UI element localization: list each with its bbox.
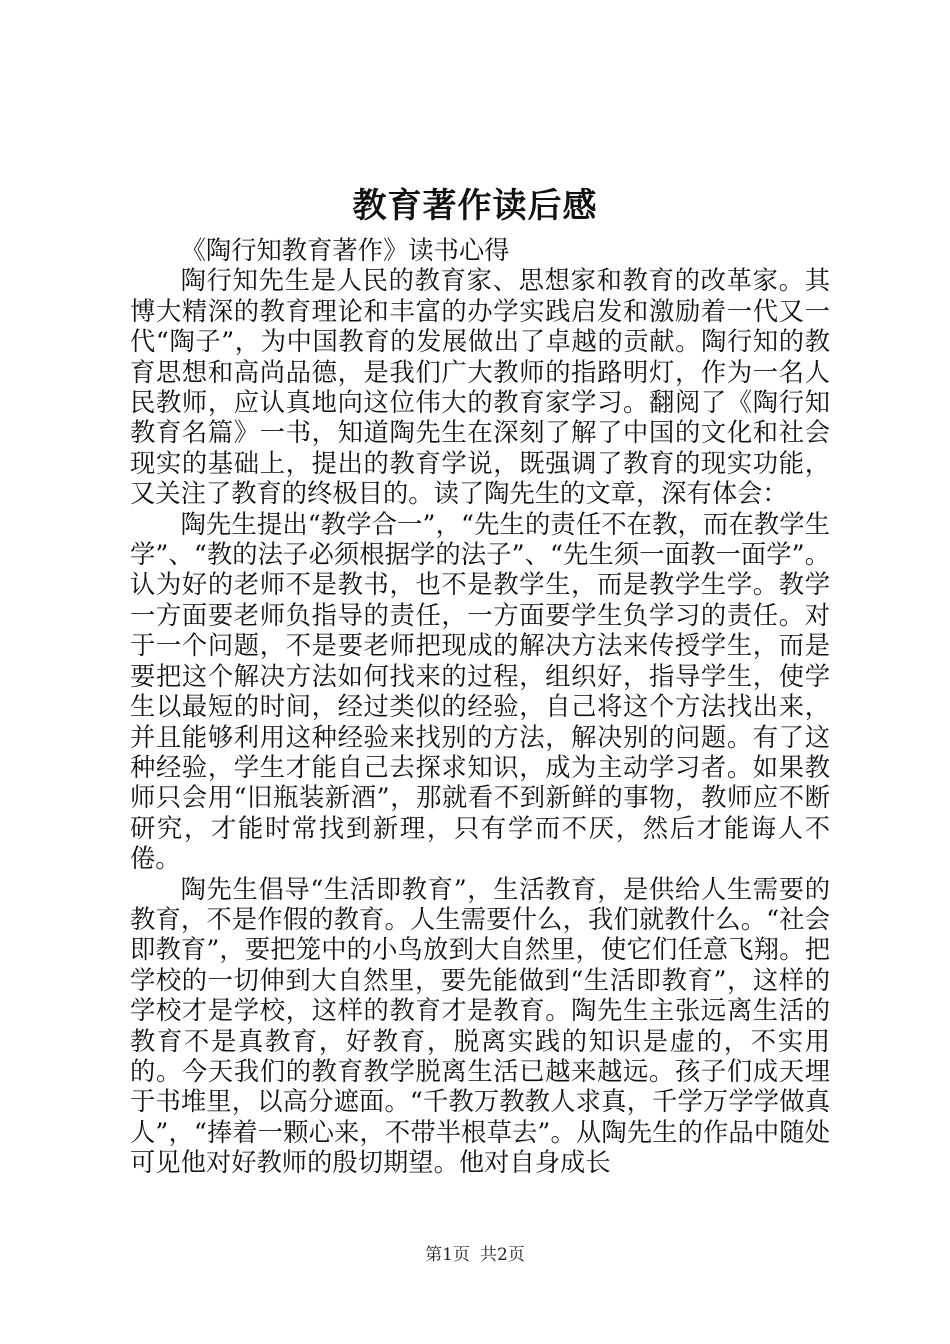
paragraph-2: 陶先生提出“教学合一”，“先生的责任不在教，而在教学生学”、“教的法子必须根据学的法子”、“先生须一面教一面学”。认为好的老师不是教书，也不是教学生，而是教学生学。教学一方面要老师负指导的责任，一方面要学生负学习的责任。对于一个问题，不是要老师把现成的解决方法来传授学生，而是要把这个解决方法如何找来的过程，组织好，指导学生，使学生以最短的时间，经过类似的经验，自己将这个方法找出来，并且能够利用这种经验来找别的方法，解决别的问题。有了这种经验，学生才能自己去探求知识，成为主动学习者。如果教师只会用“旧瓶装新酒”，那就看不到新鲜的事物，教师应不断研究，才能时常找到新理，只有学而不厌，然后才能诲人不倦。 bbox=[130, 509, 830, 874]
page-title: 教育著作读后感 bbox=[352, 186, 598, 226]
page-footer bbox=[0, 1243, 950, 1267]
paragraph-3: 陶先生倡导“生活即教育”，生活教育，是供给人生需要的教育，不是作假的教育。人生需要什么，我们就教什么。“社会即教育”，要把笼中的小鸟放到大自然里，使它们任意飞翔。把学校的一切伸到大自然里，要先能做到“生活即教育”，这样的学校才是学校，这样的教育才是教育。陶先生主张远离生活的教育不是真教育，好教育，脱离实践的知识是虚的，不实用的。今天我们的教育教学脱离生活已越来越远。孩子们成天埋于书堆里，以高分遮面。“千教万教教人求真，千学万学学做真人”，“捧着一颗心来，不带半根草去”。从陶先生的作品中随处可见他对好教师的殷切期望。他对自身成长 bbox=[130, 874, 830, 1178]
page-total: 共2页 bbox=[480, 1245, 525, 1265]
subtitle: 《陶行知教育著作》读书心得 bbox=[180, 236, 510, 265]
document-body bbox=[130, 236, 830, 1179]
page-number: 第1页 bbox=[425, 1245, 470, 1265]
paragraph-1: 陶行知先生是人民的教育家、思想家和教育的改革家。其博大精深的教育理论和丰富的办学实践启发和激励着一代又一代“陶子”，为中国教育的发展做出了卓越的贡献。陶行知的教育思想和高尚品德，是我们广大教师的指路明灯，作为一名人民教师，应认真地向这位伟大的教育家学习。翻阅了《陶行知教育名篇》一书，知道陶先生在深刻了解了中国的文化和社会现实的基础上，提出的教育学说，既强调了教育的现实功能，又关注了教育的终极目的。读了陶先生的文章，深有体会： bbox=[130, 266, 830, 509]
